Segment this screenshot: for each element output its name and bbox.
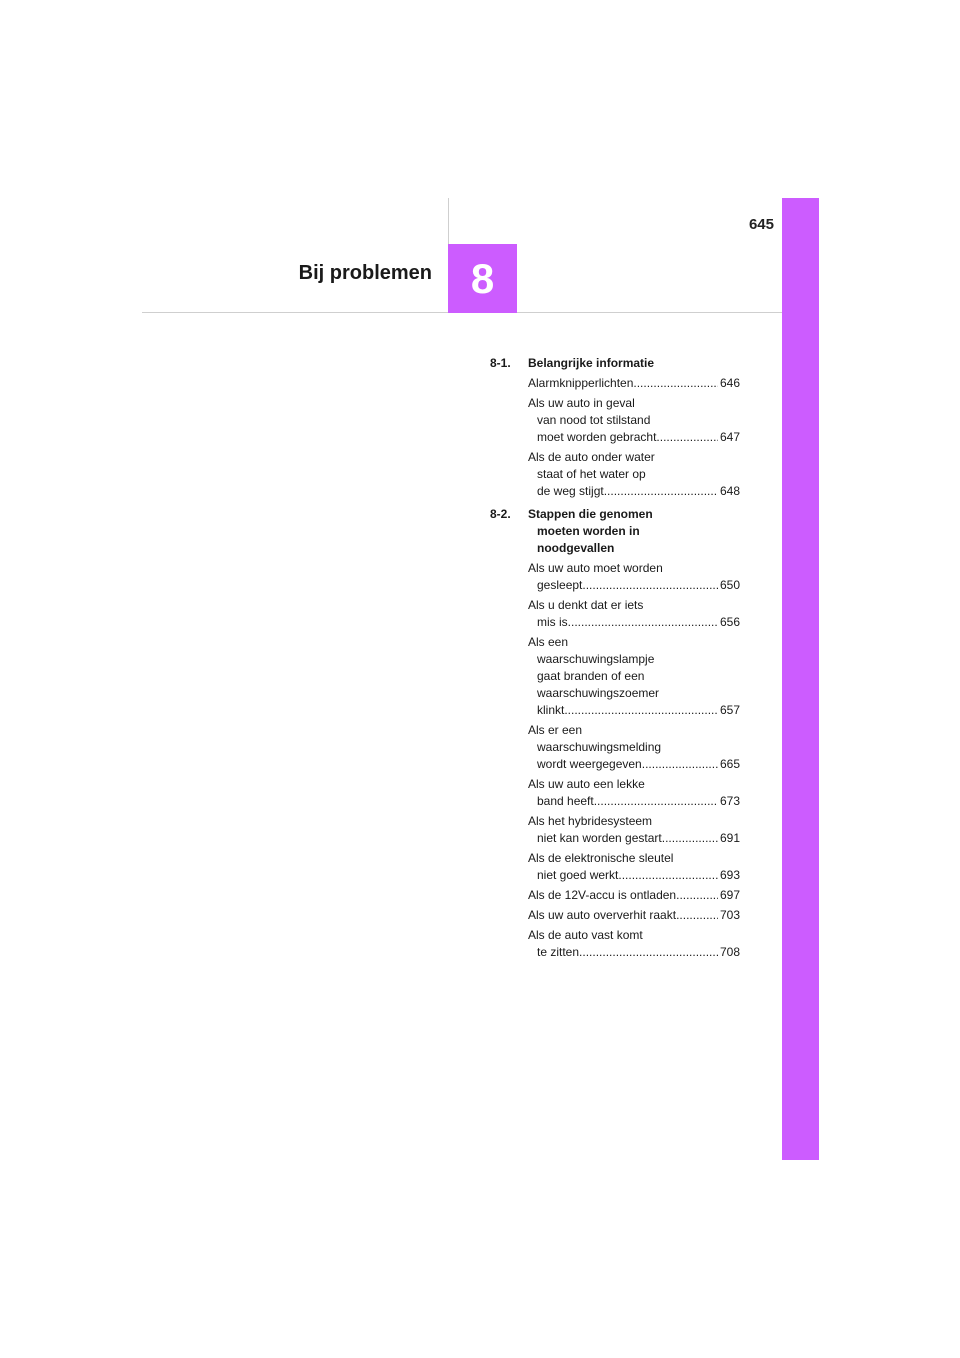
toc-dot-leader [579, 944, 718, 961]
toc-page-number: 650 [719, 578, 740, 592]
toc-entry-last-line [528, 702, 740, 719]
toc-dot-leader [633, 375, 718, 392]
toc-section-number: 8-2. [490, 507, 511, 521]
toc-page-number: 648 [719, 484, 740, 498]
toc-dot-leader [568, 614, 718, 631]
toc-entry-text: mis is [537, 615, 568, 629]
toc-page-number: 665 [719, 757, 740, 771]
toc-page-number: 656 [719, 615, 740, 629]
toc-page-number: 657 [719, 703, 740, 717]
toc-entry-line: Als uw auto een lekke [528, 777, 645, 791]
toc-entry-text: niet goed werkt [537, 868, 619, 882]
toc-dot-leader [564, 702, 718, 719]
toc-page-number: 691 [719, 831, 740, 845]
toc-entry-line: waarschuwingsmelding [537, 740, 662, 754]
toc-entry-text: de weg stijgt [537, 484, 604, 498]
toc-page-number: 697 [719, 888, 740, 902]
toc-entry-line: Als het hybridesysteem [528, 814, 653, 828]
toc-dot-leader [676, 907, 718, 924]
toc-dot-leader [594, 793, 718, 810]
toc-dot-leader [662, 830, 718, 847]
toc-entry[interactable] [528, 375, 740, 392]
chapter-side-tab [782, 198, 819, 1160]
toc-entry[interactable] [528, 395, 740, 446]
toc-section-number: 8-1. [490, 356, 511, 370]
toc-entry-last-line [528, 907, 740, 924]
toc-entry-last-line [528, 944, 740, 961]
page-number: 645 [748, 216, 774, 233]
toc-entry-last-line [528, 614, 740, 631]
toc-entry-last-line [528, 577, 740, 594]
toc-section-title-line: moeten worden in [537, 524, 640, 538]
toc-entry-line: Als een [528, 635, 569, 649]
toc-entry[interactable] [528, 927, 740, 961]
toc-entry-line: Als uw auto in geval [528, 396, 635, 410]
toc-entry[interactable] [528, 722, 740, 773]
toc-entry[interactable] [528, 776, 740, 810]
toc-section-title-line: Belangrijke informatie [528, 356, 655, 370]
toc-entry-line: waarschuwingszoemer [537, 686, 660, 700]
toc-entry-line: van nood tot stilstand [537, 413, 651, 427]
header-vertical-divider [448, 198, 449, 244]
toc-entry-line: Als uw auto moet worden [528, 561, 663, 575]
toc-entry-text: niet kan worden gestart [537, 831, 662, 845]
toc-entry-line: Als u denkt dat er iets [528, 598, 644, 612]
toc-page-number: 708 [719, 945, 740, 959]
toc-entry-text: Als de 12V-accu is ontladen [528, 888, 677, 902]
toc-entry-last-line [528, 429, 740, 446]
toc-entry-line: waarschuwingslampje [537, 652, 655, 666]
toc-entry-line: gaat branden of een [537, 669, 645, 683]
toc-entry-line: Als de auto onder water [528, 450, 655, 464]
toc-section-title-line: Stappen die genomen [528, 507, 653, 521]
chapter-title: Bij problemen [298, 262, 432, 284]
toc-entry-text: gesleept [537, 578, 583, 592]
toc-entry-line: staat of het water op [537, 467, 646, 481]
toc-dot-leader [618, 867, 718, 884]
toc-entry[interactable] [528, 813, 740, 847]
toc-entry-line: Als de elektronische sleutel [528, 851, 674, 865]
chapter-number-box [448, 244, 517, 313]
toc-page-number: 673 [719, 794, 740, 808]
toc-entry-text: wordt weergegeven [537, 757, 642, 771]
toc-page-number: 693 [719, 868, 740, 882]
toc-entry-text: klinkt [537, 703, 565, 717]
toc-entry[interactable] [528, 887, 740, 904]
toc-dot-leader [604, 483, 718, 500]
table-of-contents [490, 355, 740, 967]
toc-entry[interactable] [528, 597, 740, 631]
toc-entry[interactable] [528, 449, 740, 500]
toc-entry-text: Als uw auto oververhit raakt [528, 908, 677, 922]
toc-entry-text: band heeft [537, 794, 594, 808]
toc-page-number: 646 [719, 376, 740, 390]
toc-entry[interactable] [528, 850, 740, 884]
toc-entry-text: moet worden gebracht [537, 430, 657, 444]
toc-entry-text: Alarmknipperlichten [528, 376, 634, 390]
toc-entry-last-line [528, 756, 740, 773]
toc-page-number: 703 [719, 908, 740, 922]
toc-dot-leader [676, 887, 718, 904]
toc-entry-text: te zitten [537, 945, 580, 959]
toc-section-heading[interactable] [490, 355, 740, 372]
toc-entry-line: Als er een [528, 723, 583, 737]
toc-dot-leader [582, 577, 718, 594]
toc-entry-last-line [528, 867, 740, 884]
toc-entry[interactable] [528, 560, 740, 594]
toc-section-heading[interactable] [490, 506, 740, 557]
toc-page-number: 647 [719, 430, 740, 444]
chapter-number: 8 [470, 254, 495, 302]
toc-entry[interactable] [528, 907, 740, 924]
toc-entry-line: Als de auto vast komt [528, 928, 643, 942]
toc-entry-last-line [528, 887, 740, 904]
toc-entry-last-line [528, 483, 740, 500]
toc-section-title-line: noodgevallen [537, 541, 615, 555]
toc-entry-last-line [528, 375, 740, 392]
toc-dot-leader [642, 756, 718, 773]
toc-entry[interactable] [528, 634, 740, 719]
toc-section-gap [490, 964, 740, 967]
toc-entry-last-line [528, 793, 740, 810]
toc-entry-last-line [528, 830, 740, 847]
toc-dot-leader [656, 429, 718, 446]
